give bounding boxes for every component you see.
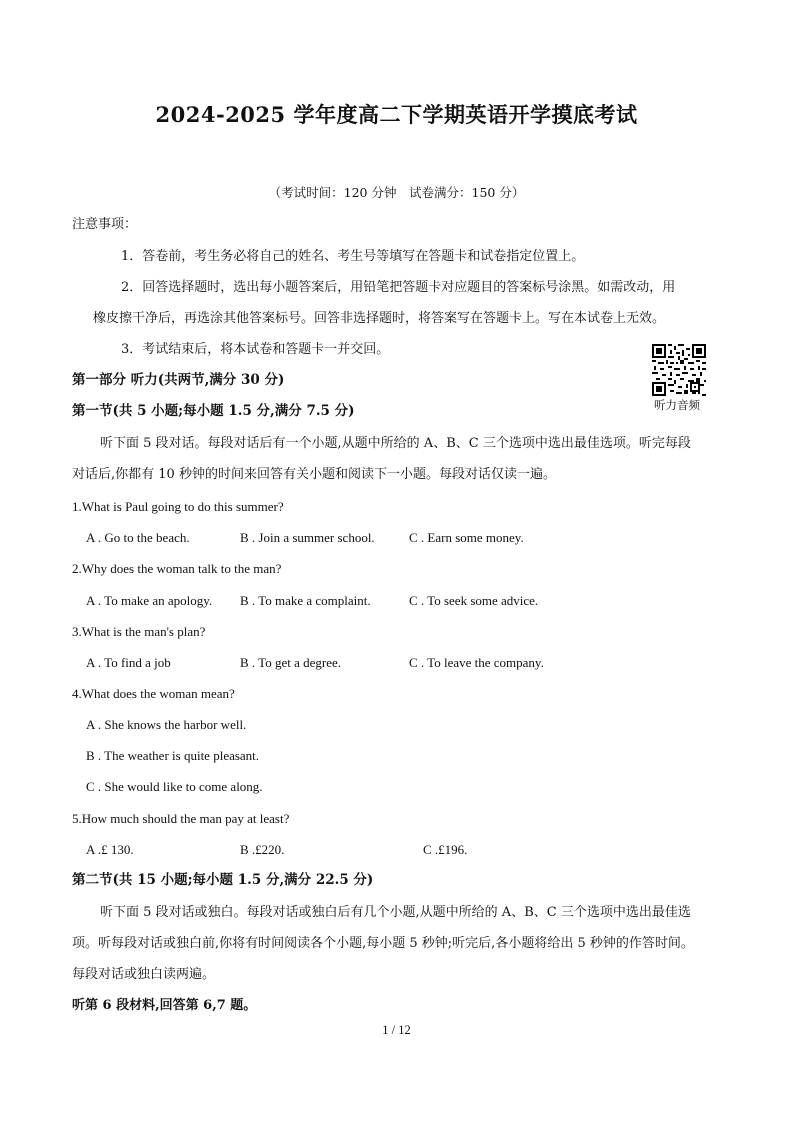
part1-heading: 第一部分 听力(共两节,满分 30 分) (72, 372, 285, 388)
material-6-heading: 听第 6 段材料,回答第 6,7 题。 (72, 998, 257, 1013)
notice-item-3: 3．考试结束后，将本试卷和答题卡一并交回。 (121, 342, 390, 357)
notice-item-2-line-1: 2．回答选择题时，选出每小题答案后，用铅笔把答题卡对应题目的答案标号涂黑。如需改动，用 (121, 280, 676, 295)
question-5-option-c: C .£196. (423, 842, 468, 857)
section2-instructions-line-3: 每段对话或独白读两遍。 (72, 967, 216, 982)
question-5-option-b: B .£220. (240, 842, 285, 857)
qr-label: 听力音频 (654, 398, 700, 412)
exam-title: 2024-2025 学年度高二下学期英语开学摸底考试 (155, 102, 638, 127)
question-5: 5.How much should the man pay at least? (72, 811, 290, 826)
section2-heading: 第二节(共 15 小题;每小题 1.5 分,满分 22.5 分) (72, 872, 374, 888)
question-2-option-b: B . To make a complaint. (240, 593, 371, 608)
question-4-option-c: C . She would like to come along. (86, 779, 263, 794)
question-2: 2.Why does the woman talk to the man? (72, 561, 282, 576)
section2-instructions-line-1: 听下面 5 段对话或独白。每段对话或独白后有几个小题,从题中所给的 A、B、C 三个选项中选出最佳选 (100, 905, 691, 920)
question-1-option-a: A . Go to the beach. (86, 530, 190, 545)
notice-item-2-line-2: 橡皮擦干净后，再选涂其他答案标号。回答非选择题时，将答案写在答题卡上。写在本试卷上无效。 (93, 311, 666, 326)
question-2-option-a: A . To make an apology. (86, 593, 213, 608)
section2-instructions-line-2: 项。听每段对话或独白前,你将有时间阅读各个小题,每小题 5 秒钟;听完后,各小题将给出 5 秒钟的作答时间。 (72, 936, 694, 951)
section1-instructions-line-2: 对话后,你都有 10 秒钟的时间来回答有关小题和阅读下一小题。每段对话仅读一遍。 (72, 467, 556, 482)
qr-code-icon[interactable] (652, 344, 708, 400)
question-1-option-c: C . Earn some money. (409, 530, 524, 545)
question-1-option-b: B . Join a summer school. (240, 530, 375, 545)
question-4-option-b: B . The weather is quite pleasant. (86, 748, 260, 763)
question-3-option-a: A . To find a job (86, 655, 171, 670)
question-2-option-c: C . To seek some advice. (409, 593, 539, 608)
question-3-option-c: C . To leave the company. (409, 655, 544, 670)
question-4-option-a: A . She knows the harbor well. (86, 717, 247, 732)
page-number: 1 / 12 (382, 1023, 411, 1037)
exam-info: （考试时间：120 分钟 试卷满分：150 分） (268, 185, 525, 200)
section1-heading: 第一节(共 5 小题;每小题 1.5 分,满分 7.5 分) (72, 403, 355, 419)
notice-item-1: 1．答卷前，考生务必将自己的姓名、考生号等填写在答题卡和试卷指定位置上。 (121, 249, 585, 264)
section1-instructions-line-1: 听下面 5 段对话。每段对话后有一个小题,从题中所给的 A、B、C 三个选项中选出最佳选项。听完每段 (100, 436, 691, 451)
notice-heading: 注意事项： (72, 217, 138, 232)
question-3: 3.What is the man's plan? (72, 624, 206, 639)
question-1: 1.What is Paul going to do this summer? (72, 499, 284, 514)
question-5-option-a: A .£ 130. (86, 842, 134, 857)
question-3-option-b: B . To get a degree. (240, 655, 342, 670)
question-4: 4.What does the woman mean? (72, 686, 235, 701)
